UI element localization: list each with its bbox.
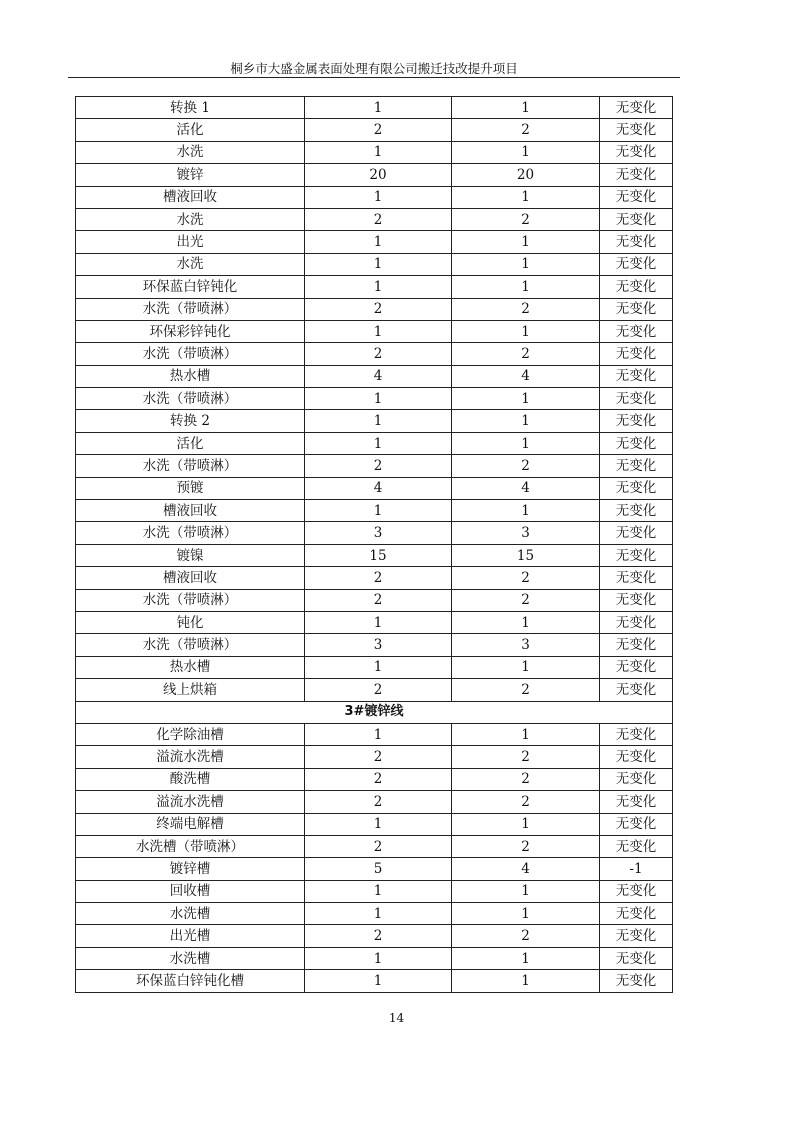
process-name-cell: 水洗 — [76, 253, 305, 275]
before-count-cell: 4 — [305, 477, 452, 499]
process-name-cell: 转换 2 — [76, 410, 305, 432]
change-cell: 无变化 — [600, 522, 673, 544]
process-name-cell: 线上烘箱 — [76, 679, 305, 701]
after-count-cell: 1 — [452, 388, 600, 410]
before-count-cell: 2 — [305, 589, 452, 611]
process-name-cell: 水洗槽（带喷淋） — [76, 835, 305, 857]
after-count-cell: 2 — [452, 746, 600, 768]
table-row — [76, 298, 673, 320]
table-row — [76, 903, 673, 925]
before-count-cell: 1 — [305, 320, 452, 342]
table-row — [76, 746, 673, 768]
header-divider — [68, 77, 680, 78]
process-name-cell: 水洗槽 — [76, 947, 305, 969]
change-cell: 无变化 — [600, 231, 673, 253]
table-row — [76, 343, 673, 365]
page-number: 14 — [388, 1011, 405, 1025]
process-name-cell: 化学除油槽 — [76, 723, 305, 745]
change-cell: 无变化 — [600, 208, 673, 230]
process-name-cell: 回收槽 — [76, 880, 305, 902]
after-count-cell: 4 — [452, 858, 600, 880]
change-cell: 无变化 — [600, 455, 673, 477]
before-count-cell: 1 — [305, 410, 452, 432]
before-count-cell: 4 — [305, 365, 452, 387]
table-body-section-b — [76, 723, 673, 992]
before-count-cell: 15 — [305, 544, 452, 566]
before-count-cell: 2 — [305, 343, 452, 365]
table-row — [76, 119, 673, 141]
table-row — [76, 388, 673, 410]
table-row — [76, 544, 673, 566]
before-count-cell: 1 — [305, 880, 452, 902]
process-name-cell: 水洗（带喷淋） — [76, 522, 305, 544]
after-count-cell: 2 — [452, 455, 600, 477]
change-cell: 无变化 — [600, 410, 673, 432]
table-row — [76, 813, 673, 835]
change-cell: 无变化 — [600, 813, 673, 835]
after-count-cell: 1 — [452, 611, 600, 633]
process-name-cell: 活化 — [76, 119, 305, 141]
before-count-cell: 2 — [305, 119, 452, 141]
change-cell: 无变化 — [600, 365, 673, 387]
after-count-cell: 2 — [452, 208, 600, 230]
after-count-cell: 2 — [452, 343, 600, 365]
after-count-cell: 1 — [452, 656, 600, 678]
process-name-cell: 溢流水洗槽 — [76, 746, 305, 768]
before-count-cell: 1 — [305, 231, 452, 253]
before-count-cell: 2 — [305, 208, 452, 230]
before-count-cell: 2 — [305, 679, 452, 701]
change-cell: 无变化 — [600, 320, 673, 342]
table-body-section-a — [76, 97, 673, 702]
page-header-title: 桐乡市大盛金属表面处理有限公司搬迁技改提升项目 — [230, 61, 518, 76]
process-name-cell: 预镀 — [76, 477, 305, 499]
change-cell: 无变化 — [600, 611, 673, 633]
process-name-cell: 钝化 — [76, 611, 305, 633]
before-count-cell: 1 — [305, 186, 452, 208]
process-name-cell: 水洗（带喷淋） — [76, 634, 305, 656]
change-cell: 无变化 — [600, 298, 673, 320]
process-name-cell: 槽液回收 — [76, 186, 305, 208]
after-count-cell: 2 — [452, 925, 600, 947]
after-count-cell: 1 — [452, 947, 600, 969]
table-row — [76, 164, 673, 186]
change-cell: 无变化 — [600, 567, 673, 589]
process-name-cell: 出光槽 — [76, 925, 305, 947]
before-count-cell: 2 — [305, 768, 452, 790]
process-name-cell: 环保蓝白锌钝化槽 — [76, 970, 305, 992]
table-row — [76, 723, 673, 745]
before-count-cell: 1 — [305, 970, 452, 992]
table-row — [76, 477, 673, 499]
change-cell: 无变化 — [600, 768, 673, 790]
table-row — [76, 768, 673, 790]
table-row — [76, 611, 673, 633]
after-count-cell: 4 — [452, 477, 600, 499]
after-count-cell: 2 — [452, 791, 600, 813]
before-count-cell: 1 — [305, 656, 452, 678]
after-count-cell: 1 — [452, 141, 600, 163]
after-count-cell: 1 — [452, 880, 600, 902]
process-name-cell: 镀锌 — [76, 164, 305, 186]
process-name-cell: 水洗槽 — [76, 903, 305, 925]
after-count-cell: 15 — [452, 544, 600, 566]
change-cell: 无变化 — [600, 186, 673, 208]
process-name-cell: 水洗 — [76, 208, 305, 230]
before-count-cell: 1 — [305, 432, 452, 454]
table-row — [76, 410, 673, 432]
process-name-cell: 终端电解槽 — [76, 813, 305, 835]
table-row — [76, 253, 673, 275]
before-count-cell: 2 — [305, 567, 452, 589]
after-count-cell: 1 — [452, 903, 600, 925]
change-cell: 无变化 — [600, 141, 673, 163]
change-cell: 无变化 — [600, 343, 673, 365]
process-name-cell: 出光 — [76, 231, 305, 253]
after-count-cell: 1 — [452, 500, 600, 522]
change-cell: 无变化 — [600, 589, 673, 611]
change-cell: 无变化 — [600, 477, 673, 499]
process-name-cell: 水洗（带喷淋） — [76, 589, 305, 611]
change-cell: 无变化 — [600, 970, 673, 992]
after-count-cell: 3 — [452, 522, 600, 544]
before-count-cell: 3 — [305, 634, 452, 656]
process-name-cell: 热水槽 — [76, 365, 305, 387]
before-count-cell: 1 — [305, 500, 452, 522]
change-cell: 无变化 — [600, 634, 673, 656]
table-row — [76, 634, 673, 656]
table-row — [76, 656, 673, 678]
before-count-cell: 2 — [305, 298, 452, 320]
change-cell: 无变化 — [600, 253, 673, 275]
process-name-cell: 水洗 — [76, 141, 305, 163]
table-row — [76, 320, 673, 342]
table-row — [76, 970, 673, 992]
after-count-cell: 2 — [452, 589, 600, 611]
after-count-cell: 1 — [452, 231, 600, 253]
process-name-cell: 热水槽 — [76, 656, 305, 678]
after-count-cell: 2 — [452, 298, 600, 320]
before-count-cell: 20 — [305, 164, 452, 186]
before-count-cell: 1 — [305, 97, 452, 119]
table-row — [76, 880, 673, 902]
table-row — [76, 500, 673, 522]
before-count-cell: 1 — [305, 903, 452, 925]
table-row — [76, 231, 673, 253]
change-cell: 无变化 — [600, 835, 673, 857]
table-row — [76, 791, 673, 813]
process-name-cell: 活化 — [76, 432, 305, 454]
before-count-cell: 2 — [305, 791, 452, 813]
process-name-cell: 镀镍 — [76, 544, 305, 566]
after-count-cell: 1 — [452, 723, 600, 745]
process-name-cell: 转换 1 — [76, 97, 305, 119]
after-count-cell: 2 — [452, 119, 600, 141]
table-row — [76, 97, 673, 119]
section-row — [76, 701, 673, 723]
after-count-cell: 4 — [452, 365, 600, 387]
table-row — [76, 589, 673, 611]
change-cell: 无变化 — [600, 880, 673, 902]
before-count-cell: 1 — [305, 611, 452, 633]
process-name-cell: 水洗（带喷淋） — [76, 298, 305, 320]
process-name-cell: 槽液回收 — [76, 567, 305, 589]
after-count-cell: 1 — [452, 432, 600, 454]
after-count-cell: 1 — [452, 320, 600, 342]
after-count-cell: 20 — [452, 164, 600, 186]
before-count-cell: 1 — [305, 388, 452, 410]
table-row — [76, 141, 673, 163]
table-row — [76, 858, 673, 880]
before-count-cell: 2 — [305, 746, 452, 768]
table-row — [76, 567, 673, 589]
after-count-cell: 3 — [452, 634, 600, 656]
after-count-cell: 1 — [452, 253, 600, 275]
before-count-cell: 1 — [305, 276, 452, 298]
before-count-cell: 1 — [305, 947, 452, 969]
after-count-cell: 2 — [452, 679, 600, 701]
change-cell: 无变化 — [600, 656, 673, 678]
after-count-cell: 1 — [452, 970, 600, 992]
change-cell: 无变化 — [600, 746, 673, 768]
before-count-cell: 2 — [305, 835, 452, 857]
table-row — [76, 925, 673, 947]
after-count-cell: 1 — [452, 186, 600, 208]
change-cell: 无变化 — [600, 97, 673, 119]
after-count-cell: 1 — [452, 410, 600, 432]
process-name-cell: 溢流水洗槽 — [76, 791, 305, 813]
before-count-cell: 1 — [305, 253, 452, 275]
change-cell: 无变化 — [600, 500, 673, 522]
change-cell: 无变化 — [600, 903, 673, 925]
table-row — [76, 835, 673, 857]
change-cell: 无变化 — [600, 791, 673, 813]
before-count-cell: 2 — [305, 455, 452, 477]
process-name-cell: 水洗（带喷淋） — [76, 343, 305, 365]
change-cell: 无变化 — [600, 679, 673, 701]
process-name-cell: 水洗（带喷淋） — [76, 455, 305, 477]
before-count-cell: 5 — [305, 858, 452, 880]
table-row — [76, 276, 673, 298]
after-count-cell: 1 — [452, 276, 600, 298]
process-name-cell: 环保彩锌钝化 — [76, 320, 305, 342]
table-row — [76, 679, 673, 701]
table-row — [76, 432, 673, 454]
change-cell: 无变化 — [600, 164, 673, 186]
before-count-cell: 2 — [305, 925, 452, 947]
before-count-cell: 1 — [305, 141, 452, 163]
change-cell: 无变化 — [600, 119, 673, 141]
table-body-section-header — [76, 701, 673, 723]
table-row — [76, 947, 673, 969]
change-cell: -1 — [600, 858, 673, 880]
after-count-cell: 1 — [452, 813, 600, 835]
change-cell: 无变化 — [600, 432, 673, 454]
after-count-cell: 2 — [452, 835, 600, 857]
process-name-cell: 水洗（带喷淋） — [76, 388, 305, 410]
process-name-cell: 酸洗槽 — [76, 768, 305, 790]
process-name-cell: 镀锌槽 — [76, 858, 305, 880]
equipment-table — [75, 96, 673, 993]
change-cell: 无变化 — [600, 388, 673, 410]
table-row — [76, 522, 673, 544]
table-row — [76, 365, 673, 387]
table-row — [76, 208, 673, 230]
before-count-cell: 3 — [305, 522, 452, 544]
process-name-cell: 槽液回收 — [76, 500, 305, 522]
before-count-cell: 1 — [305, 723, 452, 745]
table-row — [76, 186, 673, 208]
after-count-cell: 2 — [452, 768, 600, 790]
change-cell: 无变化 — [600, 723, 673, 745]
after-count-cell: 2 — [452, 567, 600, 589]
change-cell: 无变化 — [600, 947, 673, 969]
before-count-cell: 1 — [305, 813, 452, 835]
change-cell: 无变化 — [600, 544, 673, 566]
process-name-cell: 环保蓝白锌钝化 — [76, 276, 305, 298]
after-count-cell: 1 — [452, 97, 600, 119]
change-cell: 无变化 — [600, 925, 673, 947]
change-cell: 无变化 — [600, 276, 673, 298]
section-title: 3#镀锌线 — [76, 701, 673, 723]
table-row — [76, 455, 673, 477]
